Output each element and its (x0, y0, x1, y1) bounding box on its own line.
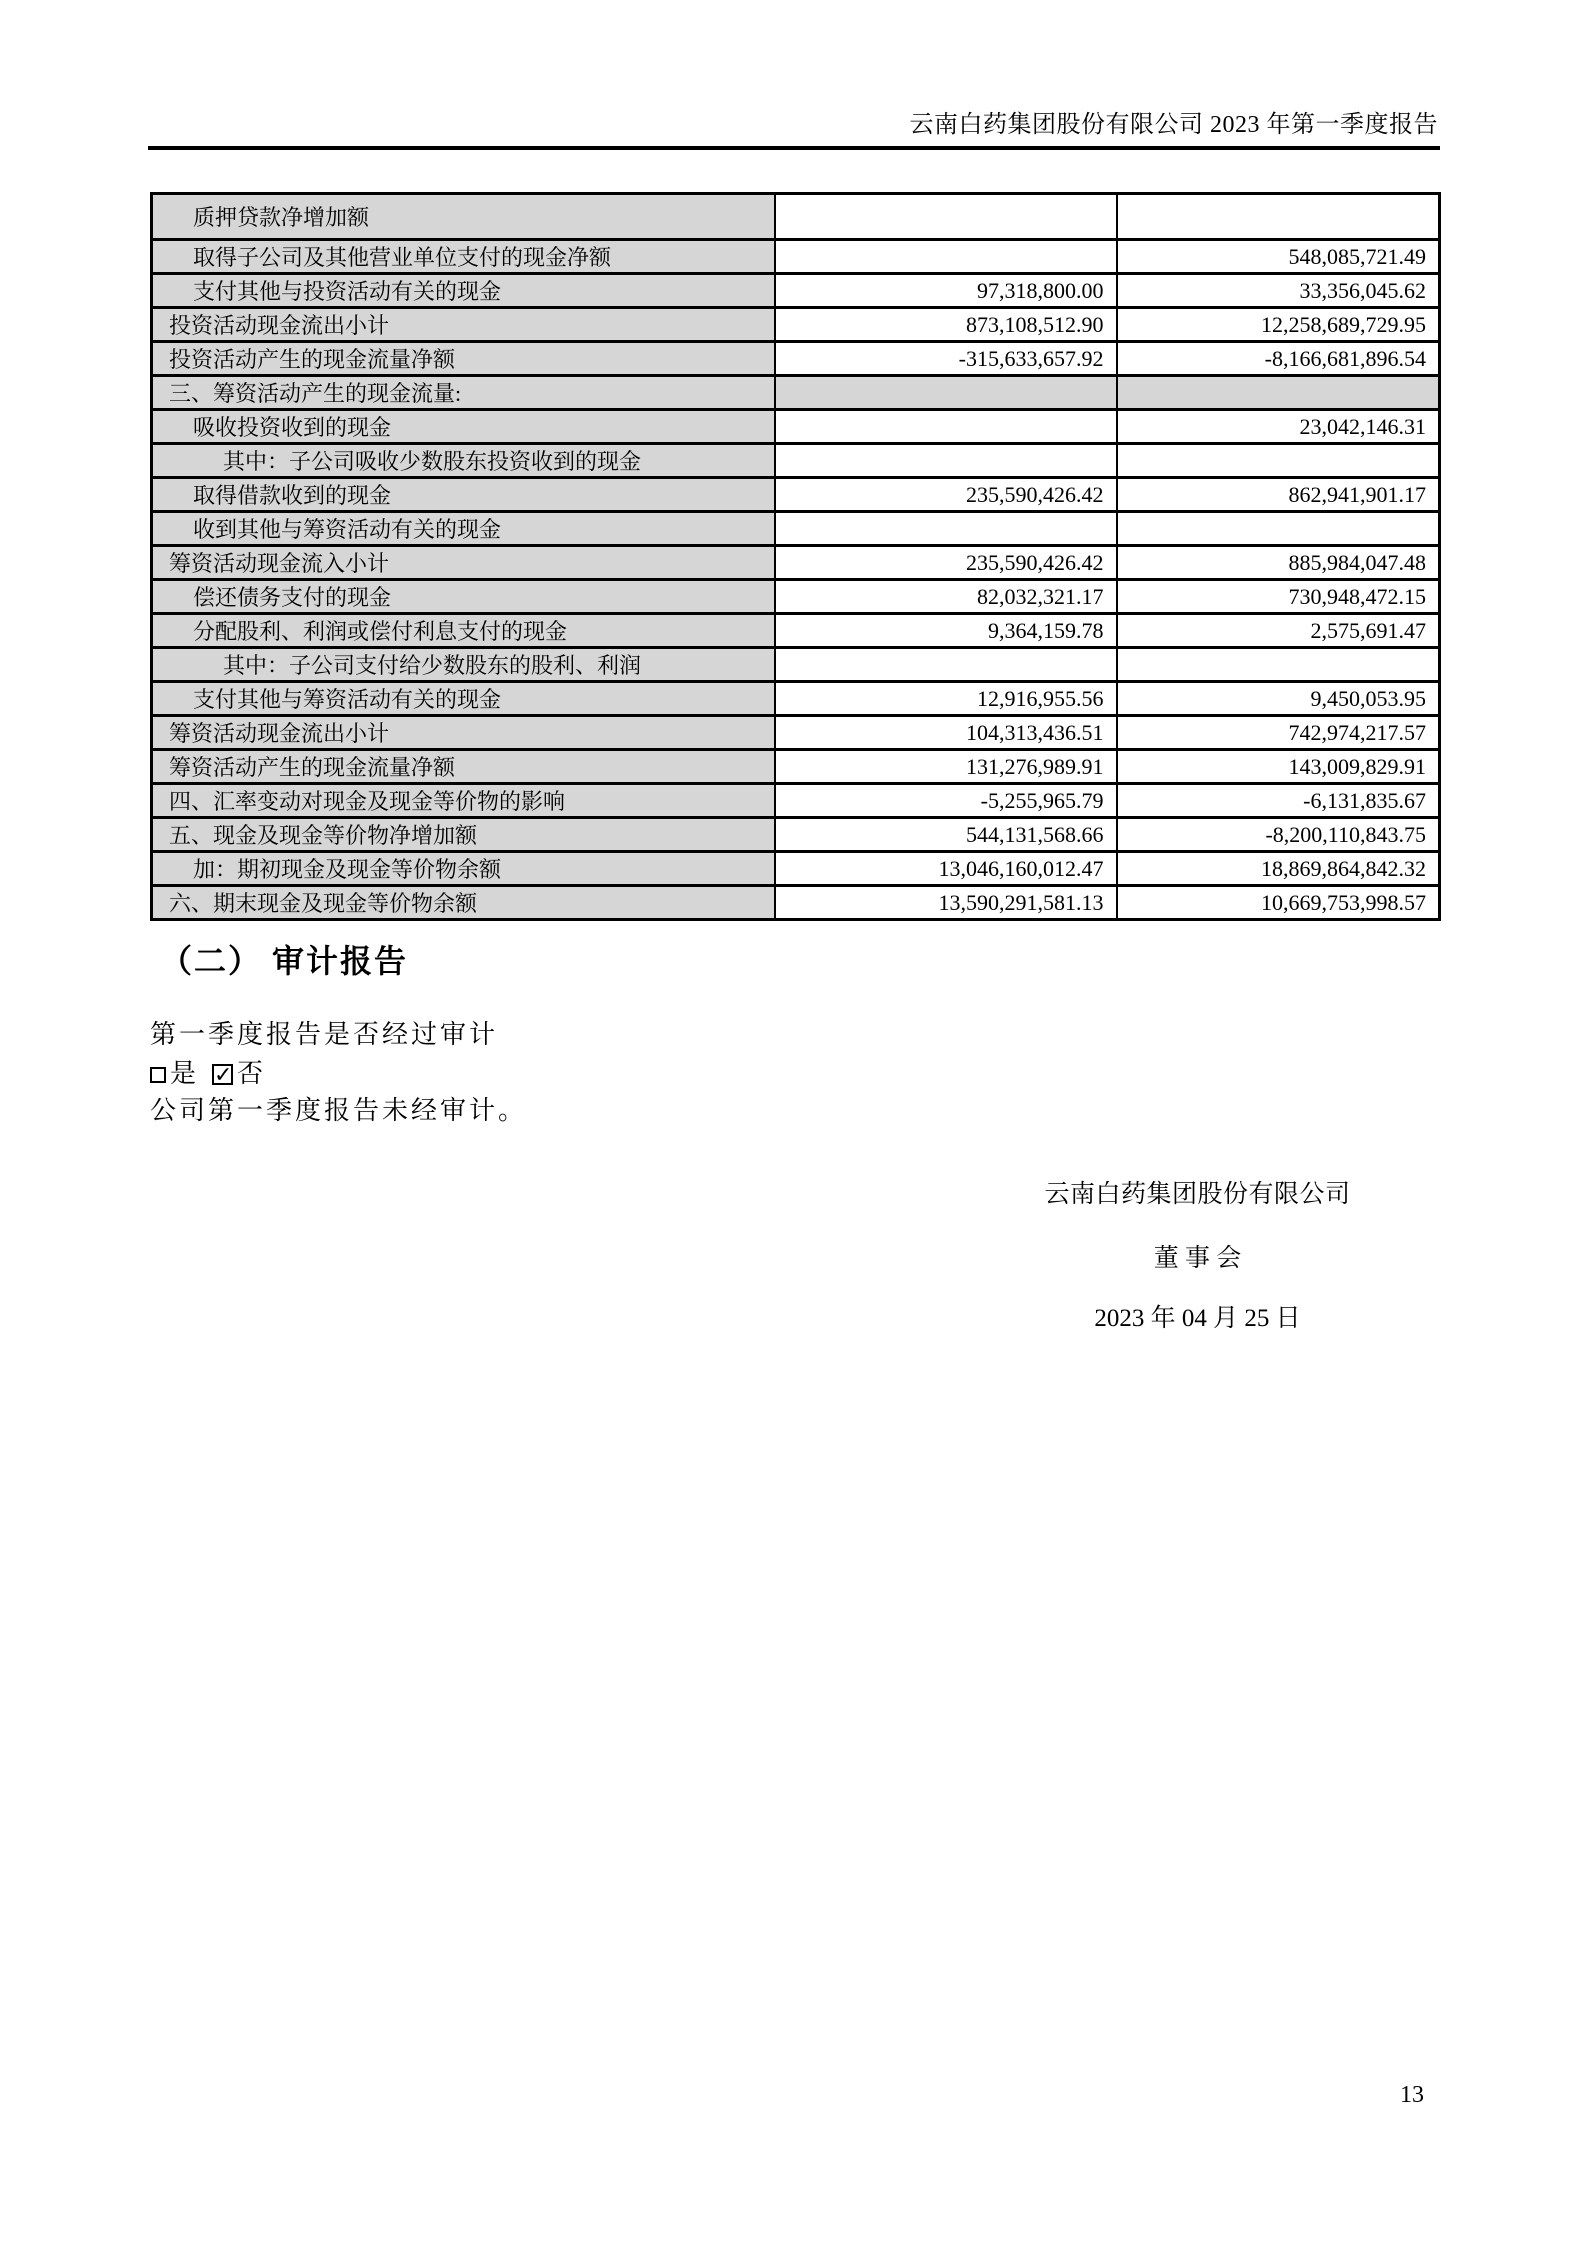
row-value-current-period: 235,590,426.42 (775, 478, 1117, 512)
row-value-prior-period: 885,984,047.48 (1117, 546, 1440, 580)
row-value-current-period (775, 410, 1117, 444)
table-row (152, 886, 1440, 920)
row-label: 六、期末现金及现金等价物余额 (152, 886, 775, 920)
row-value-current-period: 235,590,426.42 (775, 546, 1117, 580)
row-label: 筹资活动现金流出小计 (152, 716, 775, 750)
row-value-prior-period: 12,258,689,729.95 (1117, 308, 1440, 342)
audit-question: 第一季度报告是否经过审计 (150, 1020, 499, 1049)
row-label: 加：期初现金及现金等价物余额 (152, 852, 775, 886)
row-value-prior-period (1117, 194, 1440, 240)
table-row (152, 580, 1440, 614)
row-value-prior-period: 548,085,721.49 (1117, 240, 1440, 274)
table-row (152, 716, 1440, 750)
row-value-prior-period: 23,042,146.31 (1117, 410, 1440, 444)
row-value-prior-period: -8,200,110,843.75 (1117, 818, 1440, 852)
row-label: 其中：子公司吸收少数股东投资收到的现金 (152, 444, 775, 478)
row-value-current-period: 9,364,159.78 (775, 614, 1117, 648)
row-value-prior-period (1117, 444, 1440, 478)
row-value-prior-period: 862,941,901.17 (1117, 478, 1440, 512)
row-value-prior-period (1117, 648, 1440, 682)
row-value-current-period: -5,255,965.79 (775, 784, 1117, 818)
signature-block (950, 1178, 1445, 1336)
table-row (152, 614, 1440, 648)
table-row (152, 478, 1440, 512)
row-value-current-period (775, 240, 1117, 274)
row-value-prior-period (1117, 512, 1440, 546)
row-value-current-period: 131,276,989.91 (775, 750, 1117, 784)
row-value-current-period: -315,633,657.92 (775, 342, 1117, 376)
audit-answer-row (150, 1057, 265, 1091)
checkbox-checked-icon (212, 1063, 233, 1088)
audit-conclusion: 公司第一季度报告未经审计。 (150, 1096, 528, 1125)
row-value-current-period (775, 194, 1117, 240)
row-label: 偿还债务支付的现金 (152, 580, 775, 614)
table-row (152, 342, 1440, 376)
row-label: 质押贷款净增加额 (152, 194, 775, 240)
row-label: 五、现金及现金等价物净增加额 (152, 818, 775, 852)
row-label: 取得借款收到的现金 (152, 478, 775, 512)
audit-section-heading: （二） 审计报告 (160, 943, 409, 979)
row-label: 支付其他与筹资活动有关的现金 (152, 682, 775, 716)
signature-date: 2023 年 04 月 25 日 (1094, 1305, 1301, 1332)
row-value-prior-period: 143,009,829.91 (1117, 750, 1440, 784)
row-label: 筹资活动现金流入小计 (152, 546, 775, 580)
row-value-prior-period: 33,356,045.62 (1117, 274, 1440, 308)
row-value-current-period (775, 512, 1117, 546)
row-value-prior-period: 9,450,053.95 (1117, 682, 1440, 716)
row-value-current-period: 12,916,955.56 (775, 682, 1117, 716)
row-value-prior-period: -8,166,681,896.54 (1117, 342, 1440, 376)
checkbox-unchecked-icon (150, 1067, 166, 1083)
row-value-current-period: 97,318,800.00 (775, 274, 1117, 308)
table-row (152, 194, 1440, 240)
row-value-current-period (775, 376, 1117, 410)
row-label: 筹资活动产生的现金流量净额 (152, 750, 775, 784)
row-label: 吸收投资收到的现金 (152, 410, 775, 444)
table-row (152, 410, 1440, 444)
signature-board: 董 事 会 (1153, 1245, 1242, 1272)
table-row (152, 648, 1440, 682)
table-row (152, 308, 1440, 342)
signature-company-name: 云南白药集团股份有限公司 (1044, 1181, 1351, 1208)
table-row (152, 512, 1440, 546)
row-value-prior-period: -6,131,835.67 (1117, 784, 1440, 818)
table-row (152, 444, 1440, 478)
row-label: 其中：子公司支付给少数股东的股利、利润 (152, 648, 775, 682)
option-yes-label: 是 (170, 1059, 199, 1088)
row-label: 支付其他与投资活动有关的现金 (152, 274, 775, 308)
row-label: 投资活动现金流出小计 (152, 308, 775, 342)
table-row (152, 852, 1440, 886)
row-value-prior-period: 742,974,217.57 (1117, 716, 1440, 750)
row-value-current-period: 873,108,512.90 (775, 308, 1117, 342)
row-label: 分配股利、利润或偿付利息支付的现金 (152, 614, 775, 648)
row-value-current-period: 544,131,568.66 (775, 818, 1117, 852)
row-label: 四、汇率变动对现金及现金等价物的影响 (152, 784, 775, 818)
row-label: 投资活动产生的现金流量净额 (152, 342, 775, 376)
row-value-current-period: 104,313,436.51 (775, 716, 1117, 750)
page-number: 13 (1400, 2082, 1424, 2108)
report-header-title: 云南白药集团股份有限公司 2023 年第一季度报告 (909, 112, 1438, 138)
table-row (152, 546, 1440, 580)
table-row (152, 818, 1440, 852)
table-row (152, 784, 1440, 818)
row-value-prior-period (1117, 376, 1440, 410)
table-row (152, 682, 1440, 716)
table-row (152, 750, 1440, 784)
table-row (152, 240, 1440, 274)
row-value-prior-period: 2,575,691.47 (1117, 614, 1440, 648)
row-value-current-period (775, 444, 1117, 478)
table-row (152, 274, 1440, 308)
header-divider (148, 146, 1440, 150)
row-value-prior-period: 18,869,864,842.32 (1117, 852, 1440, 886)
row-value-prior-period: 10,669,753,998.57 (1117, 886, 1440, 920)
row-value-current-period (775, 648, 1117, 682)
row-label: 三、筹资活动产生的现金流量: (152, 376, 775, 410)
row-value-current-period: 13,046,160,012.47 (775, 852, 1117, 886)
table-row (152, 376, 1440, 410)
row-label: 收到其他与筹资活动有关的现金 (152, 512, 775, 546)
row-label: 取得子公司及其他营业单位支付的现金净额 (152, 240, 775, 274)
row-value-current-period: 82,032,321.17 (775, 580, 1117, 614)
cash-flow-table-body (152, 194, 1440, 920)
row-value-current-period: 13,590,291,581.13 (775, 886, 1117, 920)
check-icon: ✓ (214, 1063, 233, 1088)
option-no-label: 否 (237, 1059, 266, 1088)
cash-flow-table (150, 192, 1441, 921)
row-value-prior-period: 730,948,472.15 (1117, 580, 1440, 614)
